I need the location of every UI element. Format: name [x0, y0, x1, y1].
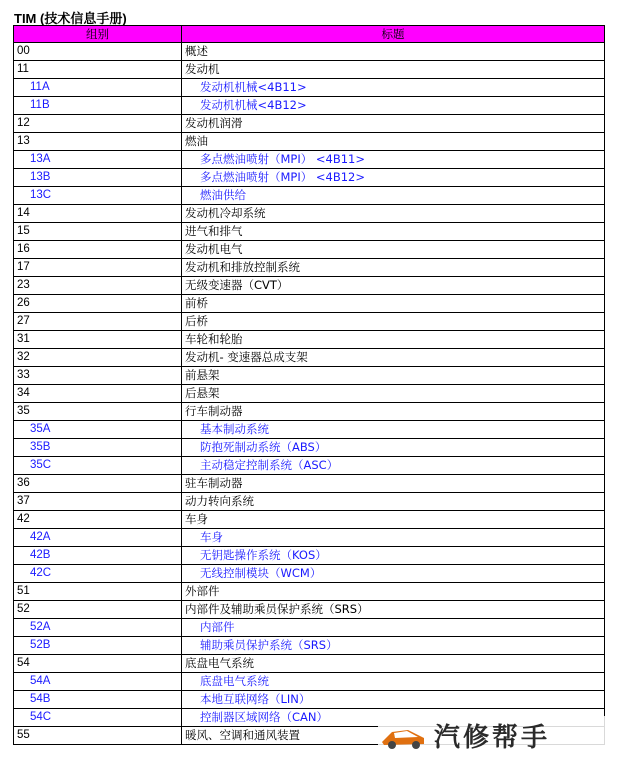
table-row-subsection[interactable] [14, 637, 605, 655]
table-row-subsection[interactable] [14, 619, 605, 637]
table-row [14, 475, 605, 493]
group-code: 35 [14, 403, 182, 421]
group-code: 26 [14, 295, 182, 313]
table-header-row [14, 26, 605, 43]
group-code[interactable]: 13A [14, 151, 182, 169]
section-title: 前桥 [182, 295, 605, 313]
group-code: 00 [14, 43, 182, 61]
table-row [14, 205, 605, 223]
group-code: 36 [14, 475, 182, 493]
table-row [14, 493, 605, 511]
column-header-group: 组别 [14, 26, 182, 43]
group-code: 12 [14, 115, 182, 133]
group-code[interactable]: 54B [14, 691, 182, 709]
table-row-subsection[interactable] [14, 673, 605, 691]
section-title: 车轮和轮胎 [182, 331, 605, 349]
section-title: 概述 [182, 43, 605, 61]
table-row [14, 331, 605, 349]
document-title: TIM (技术信息手册) [14, 11, 127, 26]
table-row [14, 367, 605, 385]
table-row-subsection[interactable] [14, 79, 605, 97]
section-title[interactable]: 无线控制模块（WCM） [182, 565, 605, 583]
group-code[interactable]: 54C [14, 709, 182, 727]
group-code: 55 [14, 727, 182, 745]
table-row [14, 313, 605, 331]
group-code: 16 [14, 241, 182, 259]
group-code: 32 [14, 349, 182, 367]
table-row [14, 385, 605, 403]
table-row-subsection[interactable] [14, 421, 605, 439]
table-row [14, 223, 605, 241]
group-code: 13 [14, 133, 182, 151]
group-code: 27 [14, 313, 182, 331]
section-title: 行车制动器 [182, 403, 605, 421]
group-code[interactable]: 13C [14, 187, 182, 205]
table-row-subsection[interactable] [14, 565, 605, 583]
group-code: 23 [14, 277, 182, 295]
table-row [14, 349, 605, 367]
group-code: 31 [14, 331, 182, 349]
table-row [14, 43, 605, 61]
section-title[interactable]: 主动稳定控制系统（ASC） [182, 457, 605, 475]
table-row [14, 295, 605, 313]
car-logo-icon [378, 718, 430, 752]
section-title: 后悬架 [182, 385, 605, 403]
toc-body [14, 43, 605, 745]
section-title: 暖风、空调和通风装置 [182, 727, 605, 745]
group-code[interactable]: 11B [14, 97, 182, 115]
section-title: 发动机 [182, 61, 605, 79]
group-code: 42 [14, 511, 182, 529]
section-title[interactable]: 燃油供给 [182, 187, 605, 205]
group-code[interactable]: 35C [14, 457, 182, 475]
table-row [14, 403, 605, 421]
group-code[interactable]: 42A [14, 529, 182, 547]
section-title: 燃油 [182, 133, 605, 151]
table-row-subsection[interactable] [14, 691, 605, 709]
group-code: 15 [14, 223, 182, 241]
group-code: 17 [14, 259, 182, 277]
group-code: 34 [14, 385, 182, 403]
group-code: 52 [14, 601, 182, 619]
section-title: 无级变速器（CVT） [182, 277, 605, 295]
watermark-text: 汽修帮手 [434, 722, 551, 753]
section-title[interactable]: 无钥匙操作系统（KOS） [182, 547, 605, 565]
table-row-subsection[interactable] [14, 547, 605, 565]
section-title[interactable]: 发动机机械<4B12> [182, 97, 605, 115]
group-code[interactable]: 52B [14, 637, 182, 655]
column-header-title: 标题 [182, 26, 605, 43]
group-code: 37 [14, 493, 182, 511]
section-title[interactable]: 辅助乘员保护系统（SRS） [182, 637, 605, 655]
group-code[interactable]: 11A [14, 79, 182, 97]
group-code: 54 [14, 655, 182, 673]
table-row [14, 61, 605, 79]
section-title: 发动机冷却系统 [182, 205, 605, 223]
section-title[interactable]: 基本制动系统 [182, 421, 605, 439]
section-title: 动力转向系统 [182, 493, 605, 511]
group-code[interactable]: 13B [14, 169, 182, 187]
table-row [14, 511, 605, 529]
section-title: 后桥 [182, 313, 605, 331]
section-title[interactable]: 控制器区域网络（CAN） [182, 709, 605, 727]
table-row [14, 115, 605, 133]
section-title: 前悬架 [182, 367, 605, 385]
table-row-subsection[interactable] [14, 169, 605, 187]
section-title[interactable]: 多点燃油喷射（MPI） <4B11> [182, 151, 605, 169]
table-row [14, 277, 605, 295]
table-row [14, 583, 605, 601]
section-title: 车身 [182, 511, 605, 529]
section-title[interactable]: 车身 [182, 529, 605, 547]
toc-table [13, 25, 605, 745]
section-title: 发动机润滑 [182, 115, 605, 133]
table-row [14, 241, 605, 259]
group-code: 51 [14, 583, 182, 601]
table-row-subsection[interactable] [14, 439, 605, 457]
section-title[interactable]: 本地互联网络（LIN） [182, 691, 605, 709]
group-code: 11 [14, 61, 182, 79]
group-code[interactable]: 42C [14, 565, 182, 583]
table-row-subsection[interactable] [14, 97, 605, 115]
section-title: 发动机和排放控制系统 [182, 259, 605, 277]
section-title: 底盘电气系统 [182, 655, 605, 673]
table-row [14, 601, 605, 619]
group-code[interactable]: 54A [14, 673, 182, 691]
section-title[interactable]: 多点燃油喷射（MPI） <4B12> [182, 169, 605, 187]
table-row-subsection[interactable] [14, 457, 605, 475]
section-title: 发动机- 变速器总成支架 [182, 349, 605, 367]
group-code[interactable]: 35A [14, 421, 182, 439]
section-title: 进气和排气 [182, 223, 605, 241]
section-title[interactable]: 防抱死制动系统（ABS） [182, 439, 605, 457]
group-code[interactable]: 42B [14, 547, 182, 565]
group-code: 14 [14, 205, 182, 223]
section-title: 驻车制动器 [182, 475, 605, 493]
group-code[interactable]: 52A [14, 619, 182, 637]
watermark [378, 716, 618, 754]
section-title: 外部件 [182, 583, 605, 601]
section-title[interactable]: 发动机机械<4B11> [182, 79, 605, 97]
section-title: 发动机电气 [182, 241, 605, 259]
group-code: 33 [14, 367, 182, 385]
table-row-subsection[interactable] [14, 529, 605, 547]
table-row-subsection[interactable] [14, 187, 605, 205]
section-title[interactable]: 底盘电气系统 [182, 673, 605, 691]
section-title: 内部件及辅助乘员保护系统（SRS） [182, 601, 605, 619]
table-row [14, 259, 605, 277]
table-row [14, 655, 605, 673]
table-row-subsection[interactable] [14, 151, 605, 169]
table-row [14, 133, 605, 151]
group-code[interactable]: 35B [14, 439, 182, 457]
section-title[interactable]: 内部件 [182, 619, 605, 637]
